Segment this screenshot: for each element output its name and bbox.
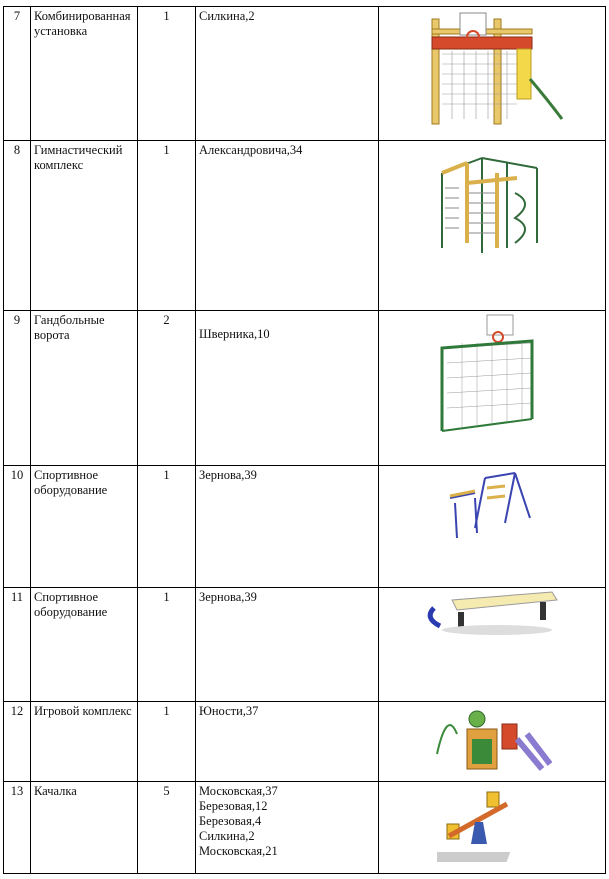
row-number: 9	[4, 311, 31, 466]
gymnastic-complex-image	[379, 141, 606, 311]
address-line: Московская,21	[199, 844, 278, 858]
address-line: Зернова,39	[199, 468, 257, 482]
table-row	[4, 466, 606, 588]
table-row	[4, 702, 606, 782]
item-name: Гимнастический комплекс	[31, 141, 138, 311]
item-quantity: 1	[138, 588, 196, 702]
item-quantity: 1	[138, 702, 196, 782]
item-name: Игровой комплекс	[31, 702, 138, 782]
combined-installation-image	[379, 7, 606, 141]
address-line: Шверника,10	[199, 327, 270, 341]
row-number: 10	[4, 466, 31, 588]
item-address	[196, 782, 379, 874]
table-row	[4, 7, 606, 141]
item-quantity: 2	[138, 311, 196, 466]
seesaw-image	[379, 782, 606, 874]
address-line: Березовая,12	[199, 799, 268, 813]
item-quantity: 1	[138, 7, 196, 141]
play-complex-image	[379, 702, 606, 782]
item-address	[196, 311, 379, 466]
row-number: 7	[4, 7, 31, 141]
item-name: Гандбольные ворота	[31, 311, 138, 466]
bench-image	[379, 588, 606, 702]
table-row	[4, 311, 606, 466]
item-address	[196, 588, 379, 702]
equipment-table	[3, 6, 606, 874]
table-row	[4, 782, 606, 874]
row-number: 11	[4, 588, 31, 702]
address-line: Силкина,2	[199, 9, 255, 23]
row-number: 12	[4, 702, 31, 782]
row-number: 8	[4, 141, 31, 311]
table-row	[4, 141, 606, 311]
item-quantity: 1	[138, 141, 196, 311]
item-name: Спортивное оборудование	[31, 466, 138, 588]
item-address	[196, 7, 379, 141]
address-line: Березовая,4	[199, 814, 262, 828]
address-line: Юности,37	[199, 704, 259, 718]
item-quantity: 5	[138, 782, 196, 874]
item-address	[196, 466, 379, 588]
row-number: 13	[4, 782, 31, 874]
table-row	[4, 588, 606, 702]
item-quantity: 1	[138, 466, 196, 588]
item-address	[196, 141, 379, 311]
item-name: Комбинированная установка	[31, 7, 138, 141]
address-line: Александровича,34	[199, 143, 303, 157]
item-address	[196, 702, 379, 782]
item-name: Спортивное оборудование	[31, 588, 138, 702]
handball-goal-image	[379, 311, 606, 466]
sports-equipment-image	[379, 466, 606, 588]
address-line: Силкина,2	[199, 829, 255, 843]
address-line: Зернова,39	[199, 590, 257, 604]
item-name: Качалка	[31, 782, 138, 874]
address-line: Московская,37	[199, 784, 278, 798]
